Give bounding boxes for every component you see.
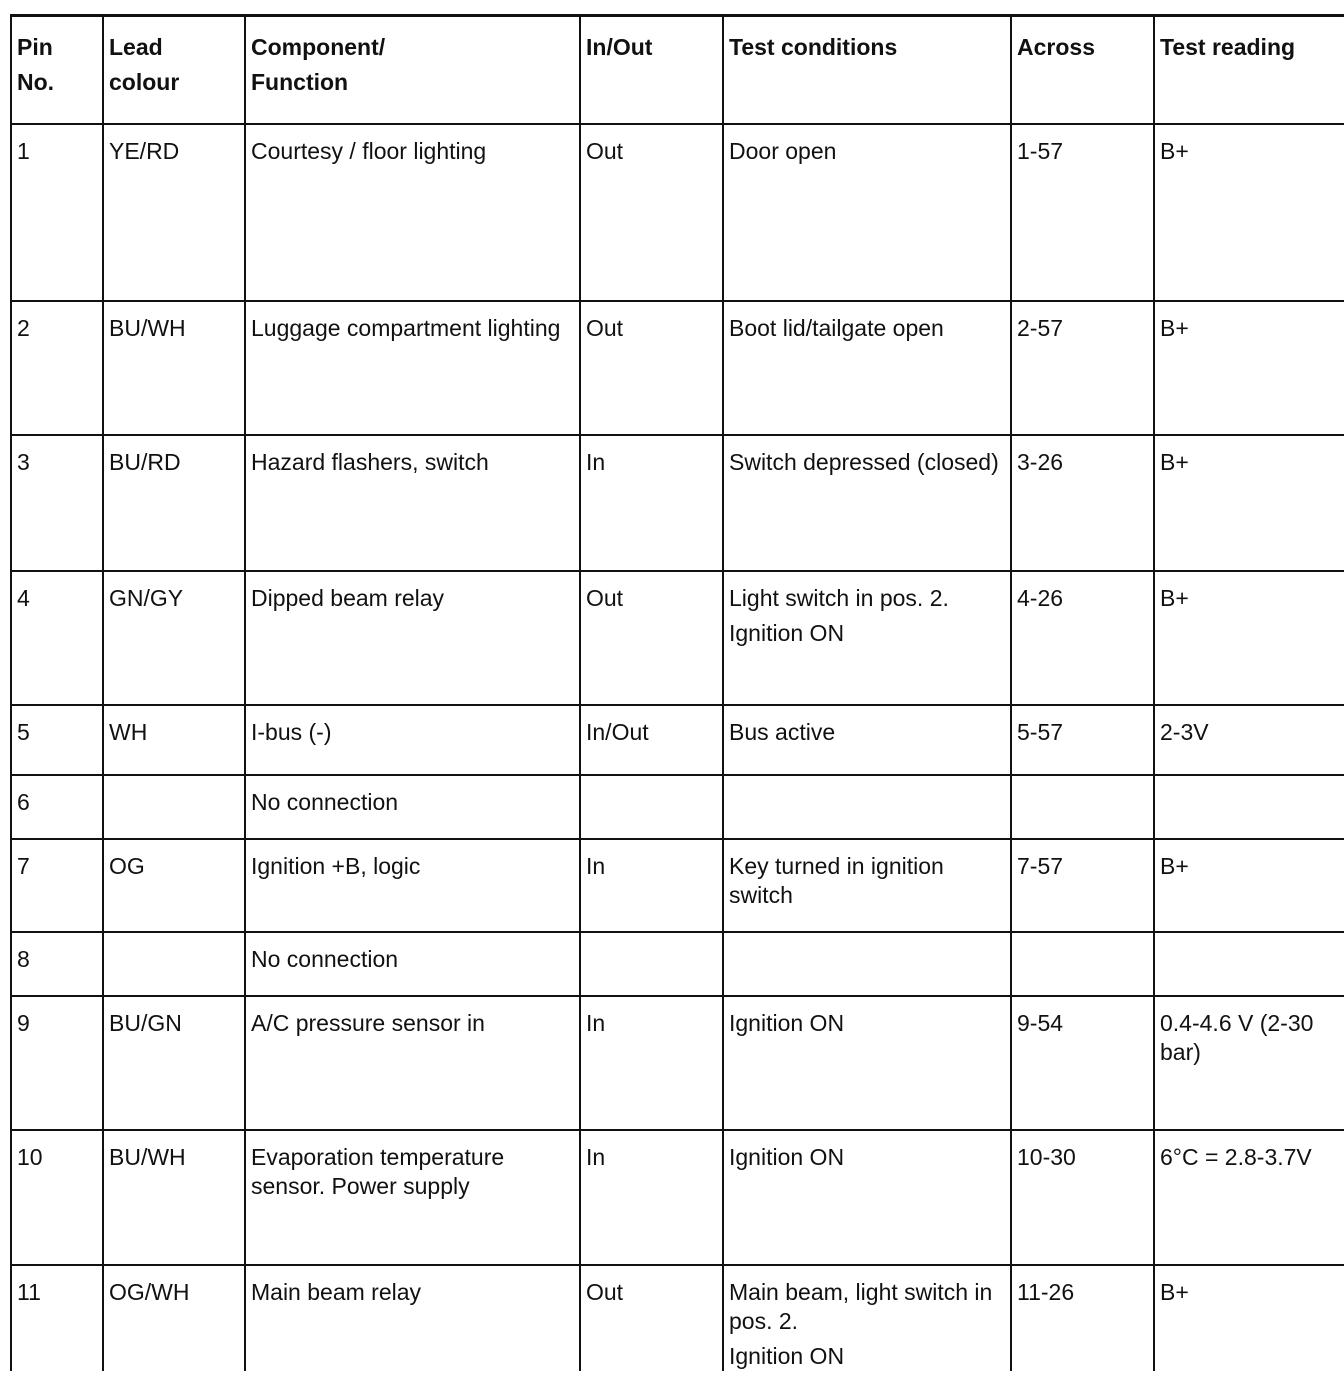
cell-pin-text: 2 [17, 314, 30, 341]
cell-in-out [580, 301, 723, 435]
cell-pin [11, 435, 103, 571]
cell-pin-text: 9 [17, 1009, 30, 1036]
cell-test-reading-text: B+ [1160, 448, 1189, 475]
cell-across-text: 11-26 [1017, 1278, 1075, 1305]
cell-pin [11, 571, 103, 705]
cell-test-reading [1154, 571, 1344, 705]
cell-lead-colour-text: BU/WH [109, 314, 186, 341]
cell-component-text: No connection [251, 788, 399, 815]
cell-test-conditions [723, 705, 1011, 775]
cell-test-conditions [723, 1130, 1011, 1265]
cell-lead-colour-text: OG/WH [109, 1278, 190, 1305]
cell-pin-text: 1 [17, 137, 30, 164]
cell-in-out [580, 996, 723, 1130]
cell-component-text: Dipped beam relay [251, 584, 445, 611]
cell-test-conditions [723, 571, 1011, 705]
cell-pin [11, 705, 103, 775]
cell-test-reading [1154, 996, 1344, 1130]
cell-in-out [580, 932, 723, 996]
cell-lead-colour [103, 435, 245, 571]
cell-component-text: Courtesy / floor lighting [251, 137, 487, 164]
table-row [11, 124, 1344, 301]
cell-test-reading [1154, 1265, 1344, 1371]
cell-test-conditions-text: Light switch in pos. 2. [729, 584, 949, 611]
cell-test-conditions-text: Door open [729, 137, 837, 164]
cell-test-reading [1154, 839, 1344, 932]
table-row [11, 571, 1344, 705]
cell-pin-text: 7 [17, 852, 30, 879]
cell-component [245, 301, 580, 435]
cell-test-reading-text: 0.4-4.6 V (2-30 bar) [1160, 1009, 1314, 1065]
cell-lead-colour-text: GN/GY [109, 584, 184, 611]
cell-test-conditions [723, 435, 1011, 571]
cell-test-conditions-text-line2: Ignition ON [729, 1342, 845, 1369]
cell-across [1011, 435, 1154, 571]
cell-in-out [580, 571, 723, 705]
cell-lead-colour [103, 705, 245, 775]
cell-in-out-text: In [586, 448, 606, 475]
cell-pin [11, 124, 103, 301]
table-row [11, 1130, 1344, 1265]
cell-pin-text: 6 [17, 788, 30, 815]
cell-pin [11, 1130, 103, 1265]
cell-test-reading-text: B+ [1160, 1278, 1189, 1305]
cell-in-out [580, 435, 723, 571]
cell-in-out [580, 839, 723, 932]
pin-assignment-table [10, 14, 1344, 1371]
cell-test-reading [1154, 301, 1344, 435]
cell-test-conditions-text: Switch depressed (closed) [729, 448, 999, 475]
header-test-conditions: Test conditions [723, 16, 1011, 124]
cell-component [245, 124, 580, 301]
cell-in-out [580, 775, 723, 839]
cell-lead-colour-text: YE/RD [109, 137, 180, 164]
cell-lead-colour [103, 301, 245, 435]
cell-across-text: 3-26 [1017, 448, 1064, 475]
cell-in-out-text: Out [586, 1278, 624, 1305]
cell-component-text: Evaporation temperature sensor. Power supply [251, 1143, 505, 1199]
cell-test-conditions [723, 124, 1011, 301]
cell-test-reading-text: B+ [1160, 314, 1189, 341]
cell-in-out-text: In [586, 1009, 606, 1036]
header-lead-colour: Lead colour [103, 16, 245, 124]
cell-across [1011, 1265, 1154, 1371]
cell-across-text: 9-54 [1017, 1009, 1064, 1036]
cell-across [1011, 839, 1154, 932]
cell-component [245, 932, 580, 996]
cell-test-conditions-text: Main beam, light switch in pos. 2. [729, 1278, 993, 1334]
cell-lead-colour-text: WH [109, 718, 148, 745]
cell-in-out-text: Out [586, 584, 624, 611]
cell-pin [11, 839, 103, 932]
table-row [11, 705, 1344, 775]
cell-test-conditions [723, 775, 1011, 839]
cell-test-conditions-text: Bus active [729, 718, 836, 745]
table-row [11, 435, 1344, 571]
cell-lead-colour [103, 775, 245, 839]
cell-pin-text: 8 [17, 945, 30, 972]
cell-lead-colour [103, 932, 245, 996]
cell-lead-colour-text: OG [109, 852, 145, 879]
cell-test-reading-text: B+ [1160, 852, 1189, 879]
cell-pin-text: 5 [17, 718, 30, 745]
cell-across [1011, 996, 1154, 1130]
cell-pin-text: 10 [17, 1143, 43, 1170]
cell-in-out-text: In/Out [586, 718, 649, 745]
header-row [11, 16, 1344, 124]
cell-across [1011, 1130, 1154, 1265]
cell-test-reading-text: B+ [1160, 137, 1189, 164]
cell-test-conditions [723, 839, 1011, 932]
cell-lead-colour [103, 996, 245, 1130]
cell-pin-text: 3 [17, 448, 30, 475]
cell-test-conditions-text: Ignition ON [729, 1009, 845, 1036]
cell-component [245, 1265, 580, 1371]
cell-across-text: 2-57 [1017, 314, 1064, 341]
cell-component-text: Ignition +B, logic [251, 852, 421, 879]
cell-pin [11, 1265, 103, 1371]
cell-across-text: 4-26 [1017, 584, 1064, 611]
cell-lead-colour [103, 839, 245, 932]
header-in-out: In/Out [580, 16, 723, 124]
cell-component-text: Luggage compartment lighting [251, 314, 561, 341]
cell-test-reading [1154, 124, 1344, 301]
cell-component [245, 705, 580, 775]
cell-lead-colour-text: BU/RD [109, 448, 181, 475]
cell-component [245, 775, 580, 839]
cell-test-reading [1154, 1130, 1344, 1265]
header-across: Across [1011, 16, 1154, 124]
cell-lead-colour [103, 571, 245, 705]
cell-across [1011, 301, 1154, 435]
table-row [11, 996, 1344, 1130]
cell-test-conditions [723, 932, 1011, 996]
cell-lead-colour [103, 1265, 245, 1371]
cell-lead-colour [103, 1130, 245, 1265]
cell-across [1011, 932, 1154, 996]
cell-component-text: I-bus (-) [251, 718, 332, 745]
table-row [11, 932, 1344, 996]
cell-lead-colour-text: BU/WH [109, 1143, 186, 1170]
cell-in-out [580, 1130, 723, 1265]
cell-in-out-text: In [586, 852, 606, 879]
cell-in-out-text: Out [586, 137, 624, 164]
cell-pin [11, 775, 103, 839]
cell-test-conditions [723, 1265, 1011, 1371]
table-body [11, 16, 1344, 1371]
cell-in-out [580, 705, 723, 775]
cell-across [1011, 775, 1154, 839]
cell-test-reading [1154, 932, 1344, 996]
header-test-reading: Test reading [1154, 16, 1344, 124]
cell-test-conditions-text: Boot lid/tailgate open [729, 314, 944, 341]
cell-across-text: 7-57 [1017, 852, 1064, 879]
cell-component-text: Hazard flashers, switch [251, 448, 489, 475]
cell-lead-colour [103, 124, 245, 301]
cell-in-out-text: Out [586, 314, 624, 341]
cell-test-reading [1154, 435, 1344, 571]
cell-across [1011, 571, 1154, 705]
cell-test-conditions [723, 996, 1011, 1130]
cell-test-conditions [723, 301, 1011, 435]
cell-test-reading-text: B+ [1160, 584, 1189, 611]
cell-pin-text: 4 [17, 584, 30, 611]
cell-test-reading [1154, 705, 1344, 775]
cell-component [245, 571, 580, 705]
cell-component [245, 435, 580, 571]
cell-component [245, 996, 580, 1130]
cell-pin [11, 301, 103, 435]
cell-across [1011, 705, 1154, 775]
cell-test-conditions-text-line2: Ignition ON [729, 619, 845, 646]
header-component: Component/ Function [245, 16, 580, 124]
cell-test-reading [1154, 775, 1344, 839]
cell-component [245, 839, 580, 932]
cell-lead-colour-text: BU/GN [109, 1009, 182, 1036]
cell-component [245, 1130, 580, 1265]
table-row [11, 775, 1344, 839]
cell-pin-text: 11 [17, 1278, 41, 1305]
cell-in-out [580, 1265, 723, 1371]
header-pin: Pin No. [11, 16, 103, 124]
cell-test-conditions-text: Key turned in ignition switch [729, 852, 944, 908]
cell-pin [11, 932, 103, 996]
cell-component-text: No connection [251, 945, 399, 972]
table-row [11, 1265, 1344, 1371]
cell-component-text: Main beam relay [251, 1278, 422, 1305]
table-row [11, 839, 1344, 932]
cell-across [1011, 124, 1154, 301]
cell-in-out [580, 124, 723, 301]
cell-component-text: A/C pressure sensor in [251, 1009, 485, 1036]
cell-across-text: 1-57 [1017, 137, 1064, 164]
table-row [11, 301, 1344, 435]
cell-across-text: 10-30 [1017, 1143, 1076, 1170]
cell-across-text: 5-57 [1017, 718, 1064, 745]
cell-test-conditions-text: Ignition ON [729, 1143, 845, 1170]
cell-pin [11, 996, 103, 1130]
pin-table-sheet [10, 14, 1344, 1371]
cell-test-reading-text: 6°C = 2.8-3.7V [1160, 1143, 1312, 1170]
cell-in-out-text: In [586, 1143, 606, 1170]
cell-test-reading-text: 2-3V [1160, 718, 1209, 745]
